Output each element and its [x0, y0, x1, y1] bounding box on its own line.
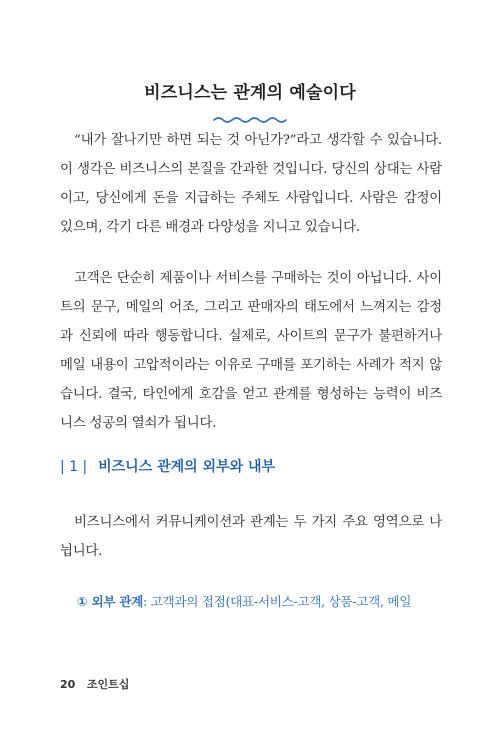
list-item-marker: ① 외부 관계 [77, 594, 143, 609]
section-heading [60, 456, 275, 478]
paragraph-section-intro: 비즈니스에서 커뮤니케이션과 관계는 두 가지 주요 영역으로 나뉩니다. [60, 515, 442, 559]
running-title: 조인트십 [86, 678, 130, 691]
list-item-external-relations [77, 591, 457, 610]
page-number: 20 [60, 678, 76, 691]
paragraph-customers: 고객은 단순히 제품이나 서비스를 구매하는 것이 아닙니다. 사이트의 문구, 메일의 어조, 그리고 판매자의 태도에서 느껴지는 감정과 신뢰에 따라 행동합니다. 실제로, 사이트의 문구가 불편하거나 메일 내용이 고압적이라는 이유로 구매를 포기하는 사례가 적지 않습니다. 결국, 타인에게 호감을 얻고 관계를 형성하는 능력이 비즈니스 성공의 열쇠가 됩니다. [60, 271, 442, 431]
page-footer [60, 676, 129, 692]
list-item-text: : 고객과의 접점(대표-서비스-고객, 상품-고객, 메일 [143, 594, 412, 609]
title-wave-ornament [213, 115, 287, 125]
paragraph-intro: “내가 잘나기만 하면 되는 것 아닌가?”라고 생각할 수 있습니다. 이 생각은 비즈니스의 본질을 간과한 것입니다. 당신의 상대는 사람이고, 당신에게 돈을 지급하는 주체도 사람입니다. 사람은 감정이 있으며, 각기 다른 배경과 다양성을 지니고 있습니다. [60, 133, 442, 235]
chapter-title: 비즈니스는 관계의 예술이다 [144, 83, 356, 103]
section-number: | 1 | [60, 459, 88, 475]
section-title: 비즈니스 관계의 외부와 내부 [98, 459, 276, 475]
